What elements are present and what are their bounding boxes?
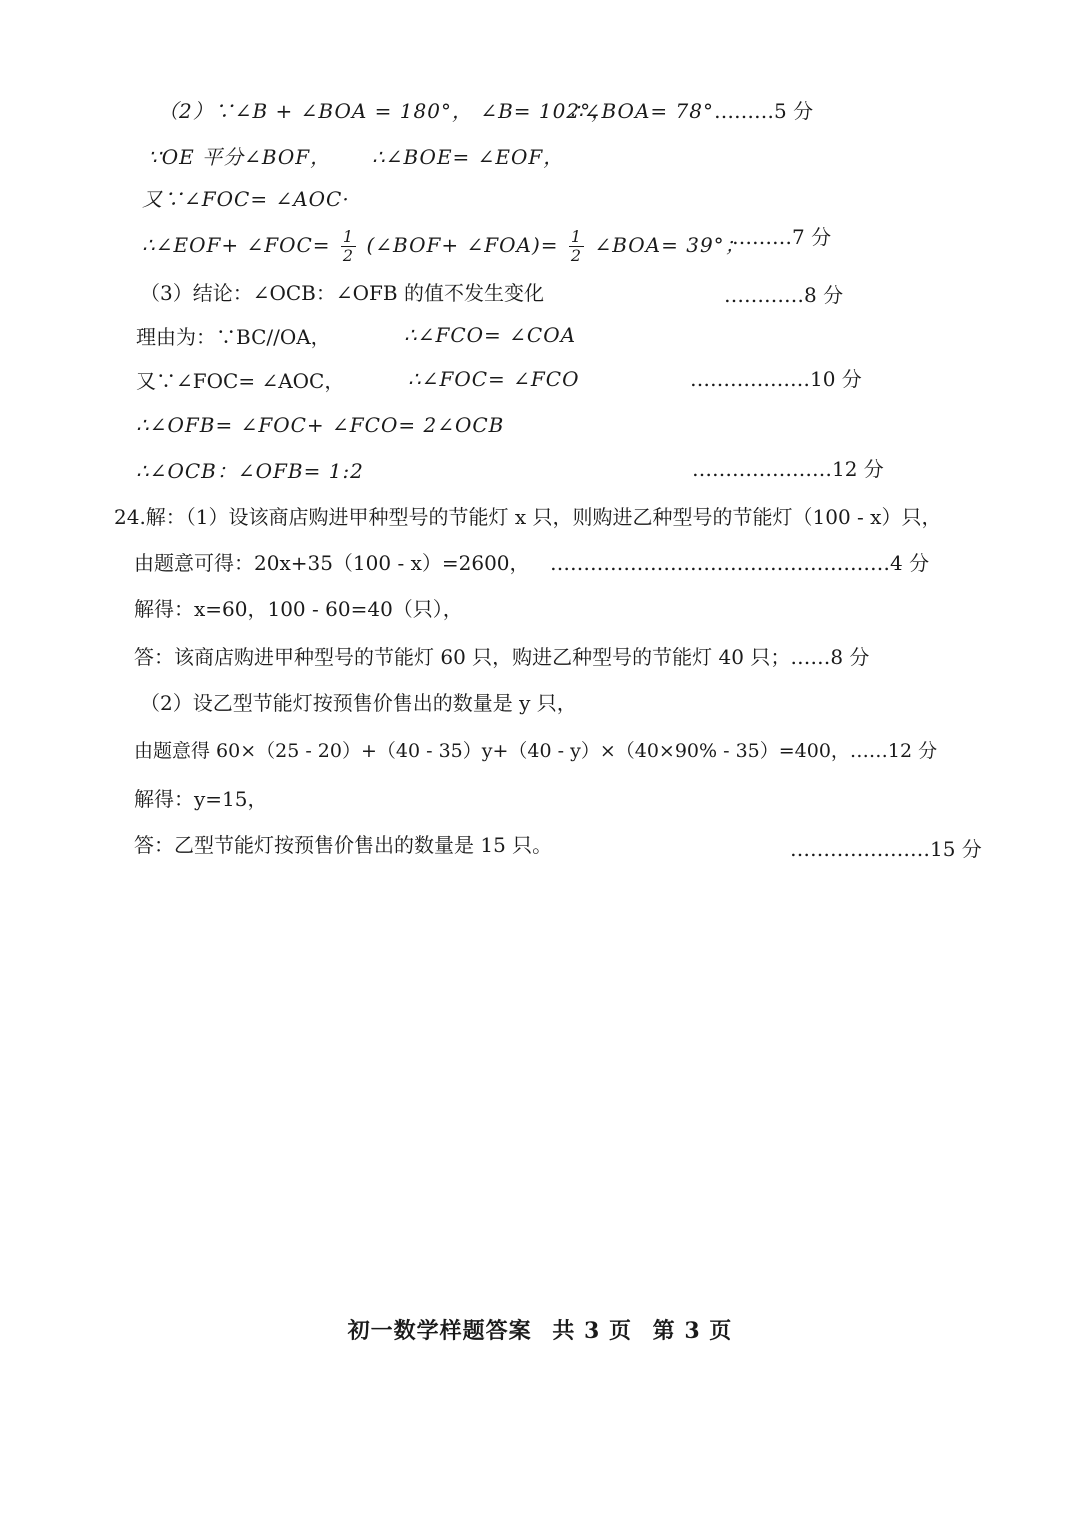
part2-line1-score: ………5 分 [714,99,814,123]
part2-line4-part-a: ∴∠EOF+ ∠FOC= [142,233,331,257]
footer-page-number: 第 3 页 [652,1318,733,1344]
part2-line4 [142,228,746,265]
part2-line4-score: ………7 分 [732,225,832,249]
part3-line1-score: …………8 分 [724,283,844,307]
fraction-denominator: 2 [342,246,355,265]
part2-line1-conclusion: ∴∠BOA= 78° [570,99,714,123]
q24-line3: 解得：x=60，100 - 60=40（只）， [134,597,463,621]
part3-line3-score: ………………10 分 [690,367,862,391]
fraction-numerator: 1 [570,227,583,246]
part2-line4-part-c: ∠BOA= 39°； [594,233,746,257]
footer-total-pages: 共 3 页 [552,1318,632,1344]
part2-line2-conclusion: ∴∠BOE= ∠EOF， [372,145,565,169]
q24-line1: 24.解：（1）设该商店购进甲种型号的节能灯 x 只，则购进乙种型号的节能灯（100 - x）只， [114,505,942,529]
fraction-half-2 [569,228,584,265]
part3-line2-conclusion: ∴∠FCO= ∠COA [404,323,577,347]
q24-line6: 由题意得 60×（25 - 20）+（40 - 35）y+（40 - y）×（40×90% - 35）=400，……12 分 [134,740,938,762]
fraction-half-1 [341,228,356,265]
part3-line5-score: …………………12 分 [692,457,884,481]
part3-line3-conclusion: ∴∠FOC= ∠FCO [408,367,580,391]
footer-title: 初一数学样题答案 [347,1318,532,1344]
q24-line7: 解得：y=15， [134,787,268,811]
part3-line1: （3）结论：∠OCB：∠OFB 的值不发生变化 [140,281,544,305]
part2-line2: ∵OE 平分∠BOF， [148,145,332,169]
part3-line3: 又∵∠FOC= ∠AOC， [136,369,345,393]
part3-line5: ∴∠OCB：∠OFB= 1:2 [136,459,364,483]
part3-line4: ∴∠OFB= ∠FOC+ ∠FCO= 2∠OCB [136,413,505,437]
q24-line4: 答：该商店购进甲种型号的节能灯 60 只，购进乙种型号的节能灯 40 只；……8 分 [134,645,870,669]
fraction-denominator: 2 [570,246,583,265]
part2-line3: 又∵∠FOC= ∠AOC· [142,187,350,211]
part2-line4-part-b: (∠BOF+ ∠FOA)= [366,233,559,257]
q24-line2-score: ……………………………………………4 分 [550,551,930,575]
q24-line8: 答：乙型节能灯按预售价售出的数量是 15 只。 [134,833,553,857]
page-footer [0,1314,1080,1345]
q24-line8-score: …………………15 分 [790,837,982,861]
q24-line5: （2）设乙型节能灯按预售价售出的数量是 y 只， [140,691,577,715]
fraction-numerator: 1 [342,227,355,246]
q24-line2: 由题意可得：20x+35（100 - x）=2600， [134,551,530,575]
part2-line1: （2）∵∠B + ∠BOA = 180°， ∠B= 102°， [158,99,613,123]
part3-line2: 理由为：∵BC//OA， [136,325,331,349]
